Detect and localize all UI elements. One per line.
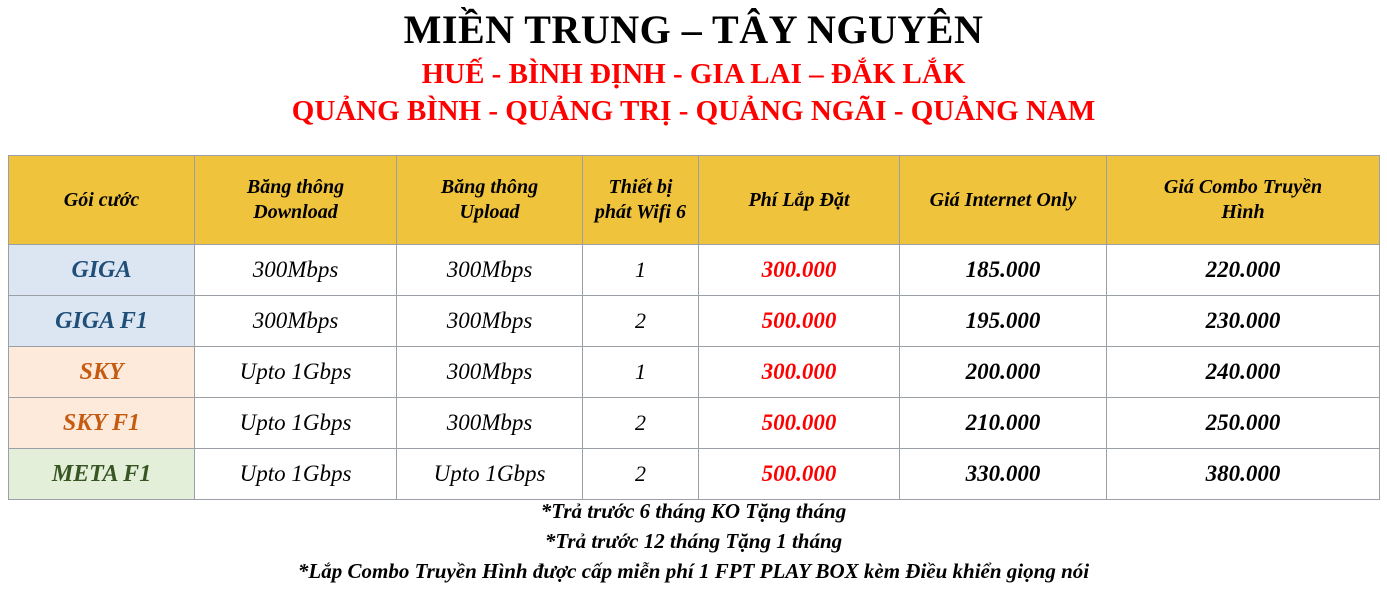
column-header-download-line2: Download xyxy=(253,201,338,223)
cell-internet-only: 185.000 xyxy=(900,245,1107,296)
note-line-1: *Trả trước 6 tháng KO Tặng tháng xyxy=(540,499,847,523)
column-header-install-fee xyxy=(699,156,900,245)
column-header-combo-tv-line1: Giá Combo Truyền xyxy=(1163,176,1323,198)
price-table xyxy=(8,155,1380,500)
column-header-internet-only xyxy=(900,156,1107,245)
table-row xyxy=(9,245,1380,296)
column-header-upload xyxy=(397,156,583,245)
table-row xyxy=(9,398,1380,449)
column-header-upload-line1: Băng thông xyxy=(440,176,539,198)
cell-package: GIGA F1 xyxy=(9,296,195,347)
column-header-package-line1: Gói cước xyxy=(63,188,140,211)
table-header-row xyxy=(9,156,1380,245)
cell-devices: 2 xyxy=(583,296,699,347)
column-header-upload-line2: Upload xyxy=(459,201,520,223)
cell-upload: 300Mbps xyxy=(397,347,583,398)
table-header xyxy=(9,156,1380,245)
column-header-download-line1: Băng thông xyxy=(246,176,345,198)
cell-combo-tv: 240.000 xyxy=(1107,347,1380,398)
column-header-devices-line1: Thiết bị xyxy=(608,176,673,198)
cell-devices: 1 xyxy=(583,245,699,296)
cell-combo-tv: 380.000 xyxy=(1107,449,1380,500)
page-title: MIỀN TRUNG – TÂY NGUYÊN xyxy=(403,7,984,52)
subtitle-line-2: QUẢNG BÌNH - QUẢNG TRỊ - QUẢNG NGÃI - QUẢNG NAM xyxy=(291,95,1096,128)
cell-internet-only: 200.000 xyxy=(900,347,1107,398)
table-row xyxy=(9,347,1380,398)
cell-package: SKY F1 xyxy=(9,398,195,449)
cell-combo-tv: 250.000 xyxy=(1107,398,1380,449)
cell-package: SKY xyxy=(9,347,195,398)
cell-upload: Upto 1Gbps xyxy=(397,449,583,500)
cell-download: Upto 1Gbps xyxy=(195,347,397,398)
note-line-2: *Trả trước 12 tháng Tặng 1 tháng xyxy=(544,528,843,553)
cell-upload: 300Mbps xyxy=(397,398,583,449)
table-body xyxy=(9,245,1380,500)
cell-devices: 2 xyxy=(583,449,699,500)
cell-install-fee: 500.000 xyxy=(699,296,900,347)
cell-internet-only: 330.000 xyxy=(900,449,1107,500)
column-header-internet-only-line1: Giá Internet Only xyxy=(929,188,1077,211)
table-row xyxy=(9,296,1380,347)
column-header-combo-tv xyxy=(1107,156,1380,245)
cell-devices: 1 xyxy=(583,347,699,398)
cell-install-fee: 300.000 xyxy=(699,245,900,296)
column-header-install-fee-line1: Phí Lắp Đặt xyxy=(748,188,850,211)
cell-upload: 300Mbps xyxy=(397,245,583,296)
cell-download: Upto 1Gbps xyxy=(195,398,397,449)
cell-upload: 300Mbps xyxy=(397,296,583,347)
note-line-3: *Lắp Combo Truyền Hình được cấp miễn phí 1 FPT PLAY BOX kèm Điều khiển giọng nói xyxy=(297,558,1090,583)
cell-internet-only: 195.000 xyxy=(900,296,1107,347)
subtitle-line-1: HUẾ - BÌNH ĐỊNH - GIA LAI – ĐẮK LẮK xyxy=(421,58,966,90)
column-header-combo-tv-line2: Hình xyxy=(1221,201,1265,223)
cell-combo-tv: 220.000 xyxy=(1107,245,1380,296)
cell-internet-only: 210.000 xyxy=(900,398,1107,449)
cell-devices: 2 xyxy=(583,398,699,449)
column-header-download xyxy=(195,156,397,245)
cell-package: GIGA xyxy=(9,245,195,296)
cell-download: 300Mbps xyxy=(195,296,397,347)
column-header-devices-line2: phát Wifi 6 xyxy=(594,201,687,223)
cell-combo-tv: 230.000 xyxy=(1107,296,1380,347)
cell-install-fee: 500.000 xyxy=(699,398,900,449)
notes-section xyxy=(8,497,1379,586)
table-row xyxy=(9,449,1380,500)
price-table-container xyxy=(8,155,1379,500)
column-header-devices xyxy=(583,156,699,245)
column-header-package xyxy=(9,156,195,245)
cell-download: Upto 1Gbps xyxy=(195,449,397,500)
cell-download: 300Mbps xyxy=(195,245,397,296)
cell-install-fee: 300.000 xyxy=(699,347,900,398)
cell-package: META F1 xyxy=(9,449,195,500)
header xyxy=(0,0,1387,130)
cell-install-fee: 500.000 xyxy=(699,449,900,500)
